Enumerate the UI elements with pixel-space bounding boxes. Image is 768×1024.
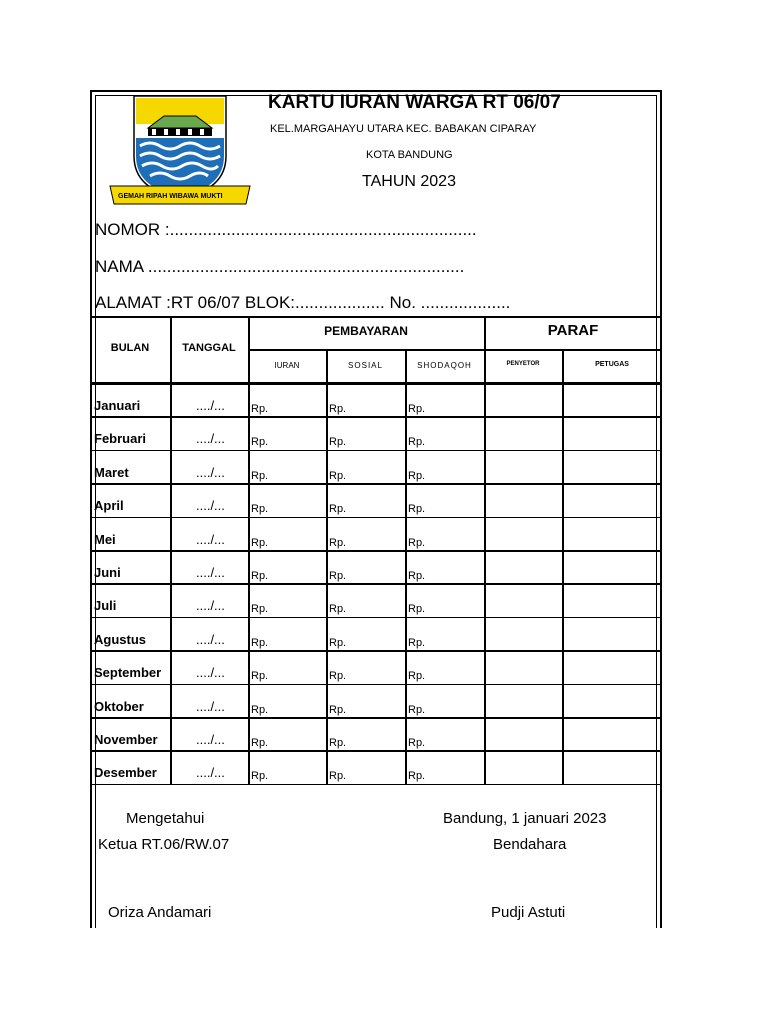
bendahara-name: Pudji Astuti	[491, 904, 566, 921]
column-line	[170, 483, 172, 516]
column-line	[484, 550, 486, 583]
date-field: ..../...	[196, 598, 225, 614]
column-line	[405, 750, 407, 783]
table-row	[90, 583, 662, 616]
column-line	[484, 750, 486, 783]
column-line	[248, 684, 250, 717]
sosial-cell: Rp.	[329, 670, 347, 683]
date-field: ..../...	[196, 398, 225, 413]
column-line	[405, 383, 407, 416]
column-line	[248, 517, 250, 550]
column-line	[562, 650, 564, 683]
column-line	[484, 517, 486, 550]
column-line	[326, 416, 328, 449]
date-field: ..../...	[196, 732, 225, 747]
iuran-cell: Rp.	[251, 670, 269, 683]
header-iuran: IURAN	[274, 361, 300, 370]
column-line	[405, 517, 407, 550]
header-shodaqoh: SHODAQOH	[417, 361, 472, 370]
shodaqoh-cell: Rp.	[408, 603, 426, 616]
column-line	[562, 583, 564, 616]
column-line	[405, 617, 407, 650]
column-line	[170, 450, 172, 483]
month-label: Juni	[94, 565, 121, 580]
column-line	[248, 416, 250, 449]
month-label: Februari	[94, 431, 147, 447]
date-field: ..../...	[196, 431, 225, 447]
column-line	[326, 583, 328, 616]
month-label: Maret	[94, 464, 129, 480]
date-field: ..../...	[196, 531, 225, 547]
column-line	[326, 617, 328, 650]
date-field: ..../...	[196, 665, 225, 681]
date-field: ..../...	[196, 565, 225, 580]
row-line	[90, 583, 662, 585]
iuran-cell: Rp.	[251, 536, 269, 549]
column-line	[562, 717, 564, 750]
shodaqoh-cell: Rp.	[408, 503, 426, 516]
table-row	[90, 383, 662, 416]
column-line	[326, 717, 328, 750]
sosial-cell: Rp.	[329, 570, 347, 582]
nama-field: NAMA ...................................................................	[95, 257, 465, 276]
logo-motto: GEMAH RIPAH WIBAWA MUKTI	[118, 193, 223, 200]
row-line	[90, 617, 662, 619]
mengetahui-label: Mengetahui	[126, 810, 205, 827]
row-line	[90, 717, 662, 719]
city-line: KOTA BANDUNG	[366, 149, 453, 161]
sosial-cell: Rp.	[329, 403, 347, 415]
header-pembayaran: PEMBAYARAN	[324, 324, 408, 338]
column-line	[484, 583, 486, 616]
iuran-cell: Rp.	[251, 603, 269, 616]
column-line	[562, 617, 564, 650]
month-label: Desember	[94, 765, 157, 781]
column-line	[170, 717, 172, 750]
header-petugas: PETUGAS	[595, 361, 629, 368]
shodaqoh-cell: Rp.	[408, 403, 426, 415]
iuran-cell: Rp.	[251, 737, 269, 749]
column-line	[326, 483, 328, 516]
column-line	[484, 617, 486, 650]
column-line	[170, 550, 172, 583]
column-line	[562, 550, 564, 583]
column-line	[248, 483, 250, 516]
column-line	[484, 650, 486, 683]
month-label: Oktober	[94, 698, 144, 714]
row-line	[90, 650, 662, 652]
table-row	[90, 550, 662, 583]
iuran-cell: Rp.	[251, 570, 269, 582]
kelurahan-line: KEL.MARGAHAYU UTARA KEC. BABAKAN CIPARAY	[270, 123, 537, 135]
column-line	[405, 416, 407, 449]
row-line	[90, 383, 662, 385]
column-line	[484, 717, 486, 750]
column-line	[405, 450, 407, 483]
table-row	[90, 450, 662, 483]
column-line	[405, 583, 407, 616]
iuran-cell: Rp.	[251, 503, 269, 516]
header-bulan: BULAN	[110, 342, 150, 354]
column-line	[405, 483, 407, 516]
shodaqoh-cell: Rp.	[408, 436, 426, 449]
shodaqoh-cell: Rp.	[408, 703, 426, 716]
month-label: Juli	[94, 598, 117, 614]
column-line	[326, 684, 328, 717]
header-penyetor: PENYETOR	[506, 361, 540, 367]
column-line	[248, 617, 250, 650]
sosial-cell: Rp.	[329, 737, 347, 749]
row-line	[90, 550, 662, 552]
column-line	[405, 550, 407, 583]
date-field: ..../...	[196, 464, 225, 480]
column-line	[326, 517, 328, 550]
column-line	[326, 550, 328, 583]
column-line	[170, 517, 172, 550]
row-line	[90, 750, 662, 752]
month-label: Agustus	[94, 631, 146, 647]
shodaqoh-cell: Rp.	[408, 770, 426, 783]
column-line	[405, 684, 407, 717]
ketua-label: Ketua RT.06/RW.07	[98, 836, 230, 853]
shodaqoh-cell: Rp.	[408, 670, 426, 683]
column-line	[170, 617, 172, 650]
bandung-emblem-logo	[108, 94, 252, 206]
table-row	[90, 684, 662, 717]
column-line	[170, 583, 172, 616]
shodaqoh-cell: Rp.	[408, 636, 426, 649]
column-line	[562, 383, 564, 416]
shodaqoh-cell: Rp.	[408, 737, 426, 749]
sosial-cell: Rp.	[329, 703, 347, 716]
ketua-name: Oriza Andamari	[108, 904, 212, 921]
iuran-cell: Rp.	[251, 703, 269, 716]
column-line	[170, 416, 172, 449]
table-header	[90, 316, 662, 382]
column-line	[248, 550, 250, 583]
card-title: KARTU IURAN WARGA RT 06/07	[268, 92, 561, 113]
column-line	[484, 416, 486, 449]
table-row	[90, 517, 662, 550]
table-row	[90, 483, 662, 516]
sosial-cell: Rp.	[329, 469, 347, 482]
date-field: ..../...	[196, 498, 225, 514]
nomor-field: NOMOR :.................................................................	[95, 220, 477, 239]
month-label: Januari	[94, 398, 141, 413]
bendahara-label: Bendahara	[493, 836, 567, 853]
column-line	[405, 650, 407, 683]
month-label: Mei	[94, 531, 116, 547]
date-field: ..../...	[196, 698, 225, 714]
table-row	[90, 650, 662, 683]
column-line	[326, 750, 328, 783]
column-line	[248, 750, 250, 783]
header-sosial: SOSIAL	[348, 361, 383, 370]
column-line	[484, 450, 486, 483]
column-line	[248, 383, 250, 416]
table-bottom-line	[90, 784, 662, 786]
iuran-cell: Rp.	[251, 436, 269, 449]
row-line	[90, 416, 662, 418]
iuran-cell: Rp.	[251, 636, 269, 649]
iuran-cell: Rp.	[251, 403, 269, 415]
column-line	[562, 483, 564, 516]
column-line	[562, 517, 564, 550]
iuran-cell: Rp.	[251, 770, 269, 783]
column-line	[562, 750, 564, 783]
column-line	[248, 450, 250, 483]
sosial-cell: Rp.	[329, 770, 347, 783]
sosial-cell: Rp.	[329, 536, 347, 549]
sosial-cell: Rp.	[329, 436, 347, 449]
column-line	[484, 684, 486, 717]
column-line	[326, 383, 328, 416]
column-line	[170, 750, 172, 783]
place-date: Bandung, 1 januari 2023	[443, 810, 607, 827]
table-row	[90, 717, 662, 750]
table-row	[90, 617, 662, 650]
shodaqoh-cell: Rp.	[408, 469, 426, 482]
month-label: September	[94, 665, 162, 681]
column-line	[248, 583, 250, 616]
column-line	[562, 684, 564, 717]
row-line	[90, 483, 662, 485]
column-line	[484, 383, 486, 416]
column-line	[170, 383, 172, 416]
shodaqoh-cell: Rp.	[408, 536, 426, 549]
column-line	[326, 650, 328, 683]
column-line	[170, 684, 172, 717]
column-line	[170, 650, 172, 683]
row-line	[90, 517, 662, 519]
sosial-cell: Rp.	[329, 636, 347, 649]
alamat-field: ALAMAT :RT 06/07 BLOK:................... No. ...................	[95, 293, 511, 312]
column-line	[326, 450, 328, 483]
row-line	[90, 684, 662, 686]
sosial-cell: Rp.	[329, 503, 347, 516]
shodaqoh-cell: Rp.	[408, 570, 426, 582]
header-paraf: PARAF	[547, 322, 599, 339]
month-label: November	[94, 732, 158, 747]
column-line	[562, 416, 564, 449]
date-field: ..../...	[196, 631, 225, 647]
column-line	[248, 650, 250, 683]
column-line	[562, 450, 564, 483]
month-label: April	[94, 498, 124, 514]
column-line	[484, 483, 486, 516]
column-line	[248, 717, 250, 750]
column-line	[405, 717, 407, 750]
date-field: ..../...	[196, 765, 225, 781]
header-tanggal: TANGGAL	[182, 342, 236, 354]
iuran-cell: Rp.	[251, 469, 269, 482]
row-line	[90, 450, 662, 452]
sosial-cell: Rp.	[329, 603, 347, 616]
table-row	[90, 416, 662, 449]
table-row	[90, 750, 662, 783]
year-line: TAHUN 2023	[362, 173, 456, 190]
